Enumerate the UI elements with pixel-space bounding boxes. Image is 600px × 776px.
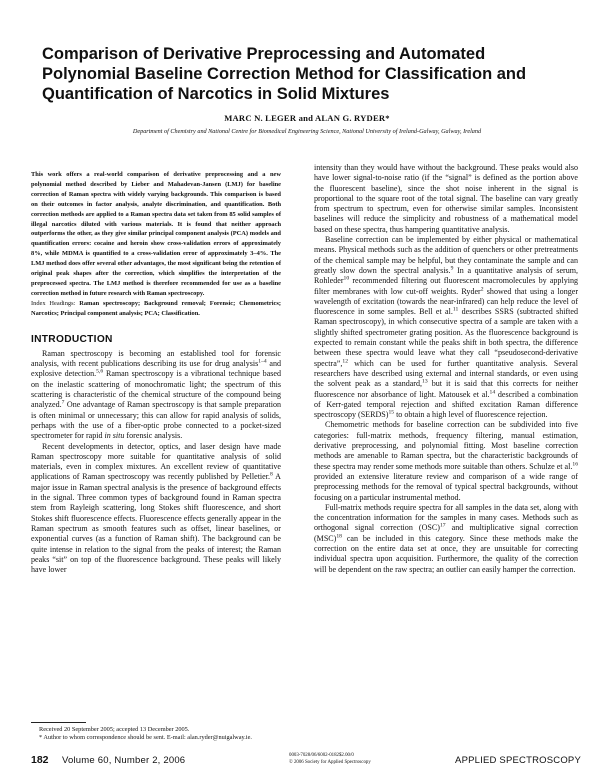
body-paragraph-continued: intensity than they would have without the background. These peaks would also have lower signal-to-noise ratio (if the “signal” is defined as the portion above the fluorescent baseline), since the shot noise inherent in the signal is proportional to the square root of the total signal. The baseline can vary greatly from spectrum to spectrum, even for otherwise similar samples. Inconsistent baselines will reduce the simplicity and robustness of a mathematical model based on these spectra, thus hampering quantitative analysis. [314, 163, 578, 234]
article-title: Comparison of Derivative Preprocessing and Automated Polynomial Baseline Correction Method for Classification and Quantification of Narcotics in Solid Mixtures [42, 45, 527, 103]
issn: 0003-7028/06/6002-0182$2.00/0 [289, 753, 354, 758]
footnote-rule [31, 722, 86, 723]
intro-paragraph-1: Raman spectroscopy is becoming an established tool for forensic analysis, with recent publications describing its use for drug analysis$^{1-4}$ and explosive detection.$^{5,6}$ Raman spectroscopy is a vibrational technique based on the inelastic scattering of monochromatic light; the spectrum of this scattering is characteristic of the chemical structure of the compound being analyzed.$^7$ One advantage of Raman spectroscopy is that sample preparation is often minimal or unnecessary; this can allow for rapid analysis of solids, perhaps with the use of a fiber-optic probe connected to a pocket-sized spectrometer for rapid in situ forensic analysis. [31, 348, 281, 441]
intro-paragraph-2: Recent developments in detector, optics, and laser design have made Raman spectroscopy more suitable for quantitative analysis of solid materials, even in complex mixtures. An excellent review of quantitative applications of Raman spectroscopy was recently published by Pelletier.$^8$ A major issue in Raman spectral analysis is the presence of background effects in the signal. Three common types of background found in Raman spectra stem from Rayleigh scattering, long Stokes shift fluorescence, and short Stokes shift fluorescence effects. Fluorescence effects generally appear in the Raman spectrum as smooth features such as offset, linear baselines, or exponential curves (as a function of Raman shift). The background can be quite intense in relation to the signal from the peaks of interest; the Raman peaks “sit” on top of the fluorescence background. These peaks will likely have lower [31, 441, 281, 575]
index-headings-terms: Raman spectroscopy; Background removal; Forensic; Chemometrics; Narcotics; Principal component analysis; PCA; Classification. [31, 299, 281, 317]
page-footer [31, 754, 581, 770]
footnote-corresponding: * Author to whom correspondence should be sent. E-mail: alan.ryder@nuigalway.ie. [39, 734, 252, 741]
copyright-block [289, 753, 371, 766]
body-paragraph-chemometric: Chemometric methods for baseline correction can be subdivided into five categories: full-matrix methods, frequency filtering, manual estimation, derivative preprocessing, and polynomial fitting. Most baseline correction methods are amenable to Raman spectra, but the characteristic backgrounds of these spectra may render some methods more suitable than others. Schulze et al.$^{16}$ provided an extensive literature review and comparison of a wide range of preprocessing methods for the removal of typical spectral backgrounds, without focusing on a particular instrumental method. [314, 420, 578, 502]
body-paragraph-full-matrix: Full-matrix methods require spectra for all samples in the data set, along with the concentration information for the samples in many cases. Methods such as orthogonal signal correction (OSC)$^{17}$ and multiplicative signal correction (MSC)$^{18}$ can be included in this category. Since these methods make the correction on the entire data set at once, they are unsuitable for correcting individual spectra upon acquisition. Furthermore, the quality of the correction will be dependent on the raw spectra; an outlier can easily hamper the correction. [314, 502, 579, 574]
right-column [314, 163, 578, 575]
author-affiliation: Department of Chemistry and National Centre for Biomedical Engineering Science, National University of Ireland-Galway, Galway, Ireland [132, 128, 482, 135]
author-names: MARC N. LEGER and ALAN G. RYDER* [224, 113, 390, 123]
body-paragraph-baseline: Baseline correction can be implemented by either physical or mathematical means. Physical methods such as the addition of quenchers or other pretreatments of the chemical sample may be helpful, but they contaminate the sample and can greatly slow down the spectral analysis.$^9$ In a quantitative analysis of serum, Rohleder$^{10}$ recommended filtering out fluorescent macromolecules by applying filter membranes with low cut-off weights. Ryder$^2$ showed that using a longer wavelength of excitation (towards the near-infrared) can help reduce the level of fluorescence in some samples. Bell et al.$^{11}$ describes SSRS (subtracted shifted Raman spectroscopy), in which consecutive spectra of a sample are taken with a slightly shifted spectrometer grating position. As the fluorescence background is expected to remain constant while the peaks shift in both spectra, the difference between these spectra would leave what they call “pseudosecond-derivative spectra”,$^{12}$ which can be used for further quantitative analysis. Several researchers have described using external and internal standards, or even using the solvent peak as a standard,$^{13}$ but it is said that this corrects for neither fluorescence nor absorbance of light. Matousek et al.$^{14}$ described a combination of Kerr-gated temporal rejection and shifted excitation Raman difference spectroscopy (SERDS)$^{15}$ to obtain a high level of fluorescence rejection. [314, 235, 579, 420]
section-heading-introduction: INTRODUCTION [31, 333, 113, 345]
index-headings [31, 299, 281, 319]
author-block [42, 113, 572, 137]
journal-name: APPLIED SPECTROSCOPY [455, 755, 581, 766]
copyright: © 2006 Society for Applied Spectroscopy [289, 759, 371, 765]
footnote-received: Received 20 September 2005; accepted 13 December 2005. [39, 726, 190, 733]
page-number: 182 [31, 754, 49, 766]
volume-info: Volume 60, Number 2, 2006 [62, 755, 186, 766]
abstract: This work offers a real-world comparison of derivative preprocessing and a new polynomial method described by Lieber and Mahadevan-Jansen (LMJ) for baseline correction of Raman spectra with widely varying backgrounds. This comparison is based on their outcomes in factor analysis, analyte discrimination, and quantification. Both correction methods are applied to a Raman spectra data set taken from 85 solid samples of illegal narcotics diluted with various materials. It is found that neither approach outperforms the other, as they give similar principal component analysis (PCA) models and quantification errors: cocaine and heroin show cross-validation errors of approximately 8%, while MDMA is quantified to a cross-validation error of approximately 3–4%. The LMJ method does offer several other advantages, the most significant being the retention of original peak shapes after the correction, which simplifies the interpretation of the preprocessed spectra. The LMJ method is therefore recommended for use as a baseline correction method in future research with Raman spectroscopy. [31, 171, 281, 297]
left-column [31, 170, 281, 575]
footnotes [31, 726, 286, 742]
index-headings-label: Index Headings: [31, 299, 76, 307]
